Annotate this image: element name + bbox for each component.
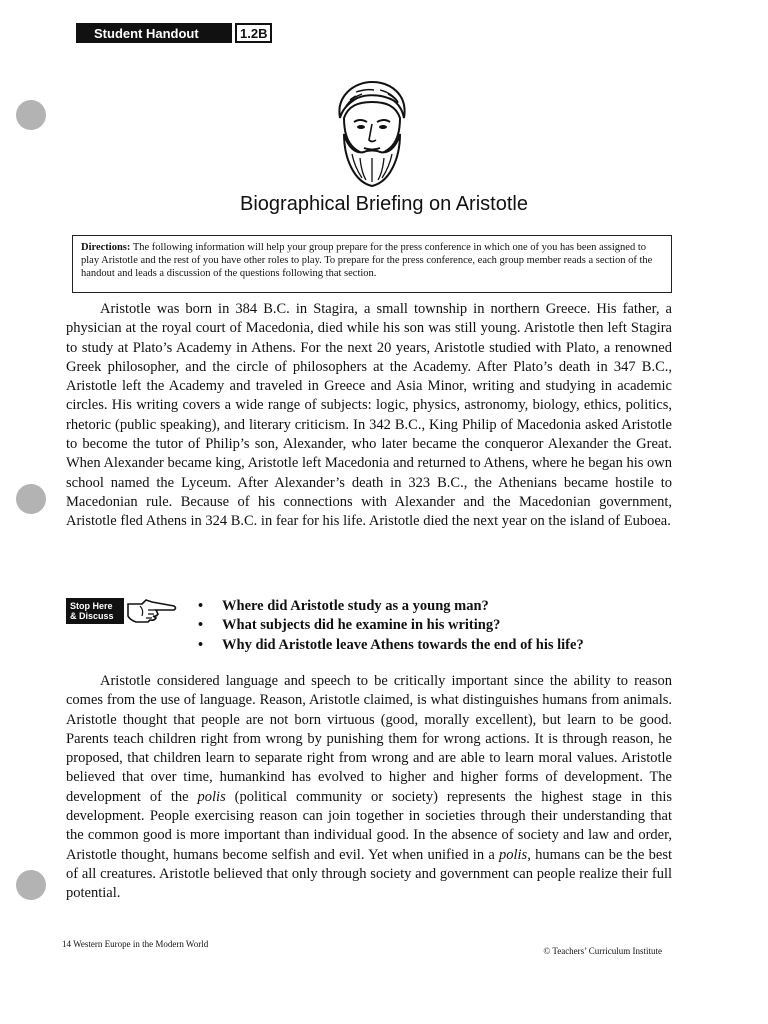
paragraph-two-part2: (political community or society) represents the highest stage in this development. People exercising reason can join together in societies through their understanding that the common good is more important than individual good. In the absence of society and law and order, Aristotle thought, humans become selfish and evil. Yet when unified in a — [66, 788, 672, 863]
paragraph-one: Aristotle was born in 384 B.C. in Stagira, a small township in northern Greece. His father, a physician at the royal court of Macedonia, died while his son was still young. Aristotle then left Stagira to study at Plato’s Academy in Athens. For the next 20 years, Aristotle studied with Plato, a renowned Greek philosopher, and the circle of philosophers at the Academy. After Plato’s death in 347 B.C., Aristotle left the Academy and traveled in Greece and Asia Minor, writing and studying in academic circles. His writing covers a wide range of subjects: logic, physics, astronomy, biology, ethics, politics, rhetoric (public speaking), and literary criticism. In 342 B.C., King Philip of Macedonia asked Aristotle to become the tutor of Philip’s son, Alexander, who later became the conqueror Alexander the Great. When Alexander became king, Aristotle left Macedonia and returned to Athens, where he began his own school named the Lyceum. After Alexander’s death in 323 B.C., the Athenians became hostile to Macedonian rule. Because of his connections with Alexander and the Macedonian government, Aristotle fled Athens in 324 B.C. in fear for his life. Aristotle died the next year on the island of Euboea. — [66, 301, 672, 530]
polis-term: polis — [197, 788, 226, 805]
question-item: • What subjects did he examine in his writing? — [196, 616, 584, 635]
discussion-questions — [196, 597, 584, 655]
paragraph-two — [66, 672, 672, 904]
footer-copyright: © Teachers’ Curriculum Institute — [543, 946, 662, 956]
directions-lead: Directions: — [81, 242, 131, 253]
paragraph-two-part1: Aristotle considered language and speech to be critically important since the ability to reason comes from the use of language. Reason, Aristotle claimed, is what distinguishes humans from animals. Aristotle thought that people are not born virtuous (good, morally excellent), but learn to be good. Parents teach children right from wrong by punishing them for wrong actions. It is through reason, he proposed, that children learn to separate right from wrong and are able to learn moral values. Aristotle believed that over time, humankind has evolved to higher and higher forms of development. The development of the — [66, 673, 672, 805]
handout-tag — [76, 23, 272, 43]
footer-page-info: 14 Western Europe in the Modern World — [62, 939, 209, 949]
stop-badge-line2: & Discuss — [70, 611, 114, 621]
polis-term: polis, — [499, 846, 531, 863]
pointing-hand-icon — [126, 596, 178, 624]
paragraph-two-part3: humans can be the best of all creatures. Aristotle believed that only through society and government can people realize their full potential. — [66, 846, 672, 902]
aristotle-portrait — [326, 78, 418, 190]
handout-label: Student Handout — [76, 23, 232, 43]
handout-number: 1.2B — [235, 23, 272, 43]
question-item: • Where did Aristotle study as a young man? — [196, 597, 584, 616]
directions-text: The following information will help your group prepare for the press conference in which one of you has been assigned to play Aristotle and the rest of you have other roles to play. To prepare for the press conference, each group member reads a section of the handout and leads a discussion of the questions following that section. — [81, 242, 653, 279]
binder-hole — [16, 870, 46, 900]
stop-discuss-badge — [66, 598, 124, 624]
directions-box — [72, 235, 672, 293]
binder-hole — [16, 100, 46, 130]
binder-hole — [16, 484, 46, 514]
stop-badge-line1: Stop Here — [70, 601, 113, 611]
question-item: • Why did Aristotle leave Athens towards the end of his life? — [196, 636, 584, 655]
page-title: Biographical Briefing on Aristotle — [240, 193, 528, 215]
